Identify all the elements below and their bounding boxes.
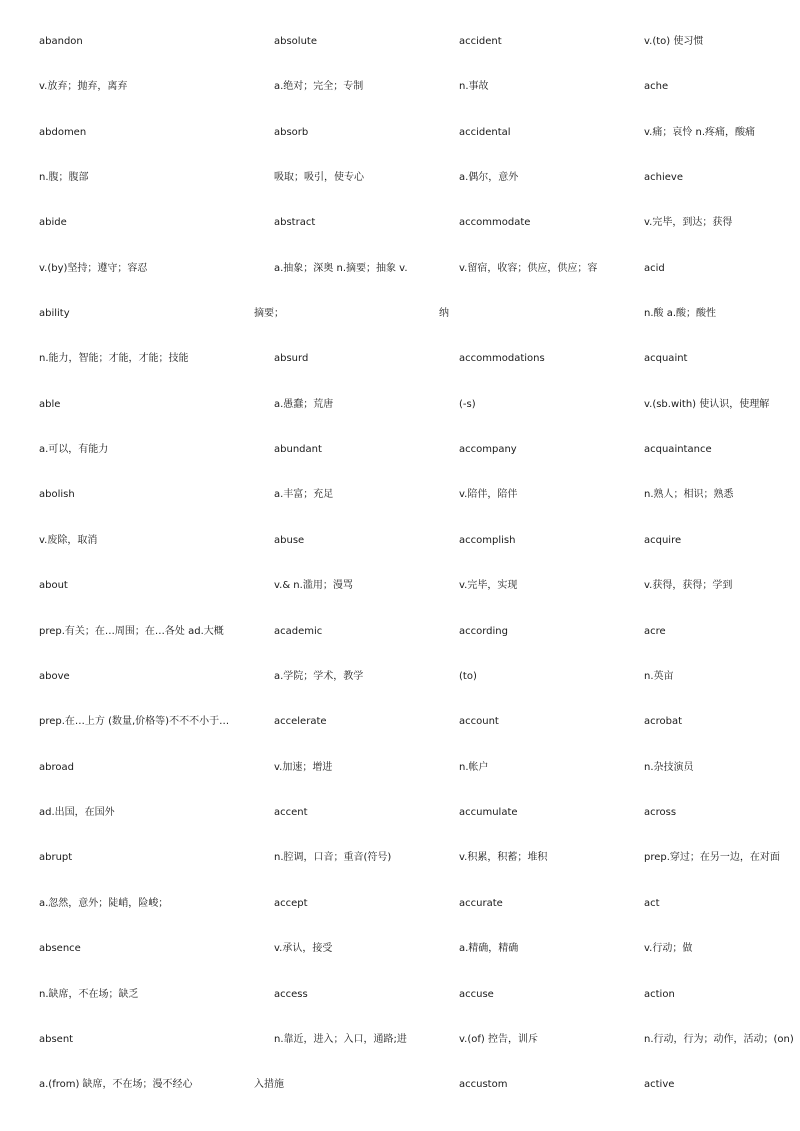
- definition: a.愚蠢；荒唐: [274, 399, 334, 410]
- headword: access: [274, 989, 308, 1000]
- headword: across: [644, 807, 677, 818]
- definition: v.& n.滥用；漫骂: [274, 580, 353, 591]
- headword: accent: [274, 807, 308, 818]
- headword: absurd: [274, 353, 309, 364]
- headword: accept: [274, 898, 308, 909]
- headword: accomplish: [459, 535, 516, 546]
- headword: acre: [644, 626, 666, 637]
- definition: v.陪伴，陪伴: [459, 489, 518, 500]
- definition: v.获得，获得；学到: [644, 580, 733, 591]
- definition: prep.有关；在…周围；在…各处 ad.大概: [39, 626, 224, 637]
- definition: v.废除，取消: [39, 535, 98, 546]
- definition: v.留宿，收容；供应，供应；容: [459, 263, 598, 274]
- headword: account: [459, 716, 499, 727]
- definition: v.(sb.with) 使认识，使理解: [644, 399, 770, 410]
- headword: accelerate: [274, 716, 327, 727]
- definition: (to): [459, 671, 477, 682]
- definition: n.行动，行为；动作，活动；(on): [644, 1034, 794, 1045]
- headword: abundant: [274, 444, 322, 455]
- headword: abandon: [39, 36, 83, 47]
- headword: absence: [39, 943, 81, 954]
- headword: abolish: [39, 489, 75, 500]
- headword: acquaint: [644, 353, 688, 364]
- headword: abrupt: [39, 852, 73, 863]
- definition: n.腹；腹部: [39, 172, 89, 183]
- definition-continuation: 摘要；: [254, 308, 284, 319]
- headword: about: [39, 580, 68, 591]
- definition: n.帐户: [459, 762, 489, 773]
- definition-continuation: 纳: [439, 308, 449, 319]
- headword: accidental: [459, 127, 511, 138]
- definition: n.英亩: [644, 671, 674, 682]
- headword: abuse: [274, 535, 305, 546]
- headword: acquaintance: [644, 444, 712, 455]
- definition: a.可以，有能力: [39, 444, 109, 455]
- definition: n.缺席，不在场；缺乏: [39, 989, 139, 1000]
- definition: v.完毕，到达；获得: [644, 217, 733, 228]
- headword: abroad: [39, 762, 74, 773]
- definition: v.(to) 使习惯: [644, 36, 704, 47]
- definition: ad.出国，在国外: [39, 807, 115, 818]
- definition: v.放弃；抛弃，离弃: [39, 81, 128, 92]
- definition: v.加速；增进: [274, 762, 333, 773]
- headword: absolute: [274, 36, 317, 47]
- definition: n.能力，智能；才能，才能；技能: [39, 353, 189, 364]
- headword: action: [644, 989, 675, 1000]
- headword: above: [39, 671, 70, 682]
- definition: v.痛；哀怜 n.疼痛，酸痛: [644, 127, 756, 138]
- definition: v.(of) 控告，训斥: [459, 1034, 538, 1045]
- headword: abstract: [274, 217, 316, 228]
- definition: (-s): [459, 399, 476, 410]
- headword: ache: [644, 81, 669, 92]
- headword: accommodate: [459, 217, 531, 228]
- headword: accommodations: [459, 353, 545, 364]
- headword: absent: [39, 1034, 74, 1045]
- headword: accumulate: [459, 807, 518, 818]
- headword: able: [39, 399, 61, 410]
- headword: according: [459, 626, 508, 637]
- headword: accident: [459, 36, 502, 47]
- definition: a.精确，精确: [459, 943, 519, 954]
- headword: ability: [39, 308, 70, 319]
- definition: a.(from) 缺席，不在场；漫不经心: [39, 1079, 193, 1090]
- headword: acrobat: [644, 716, 683, 727]
- definition: v.行动；做: [644, 943, 693, 954]
- headword: academic: [274, 626, 323, 637]
- headword: absorb: [274, 127, 309, 138]
- definition-continuation: 入措施: [254, 1079, 284, 1090]
- definition: n.酸 a.酸；酸性: [644, 308, 717, 319]
- headword: accurate: [459, 898, 503, 909]
- headword: active: [644, 1079, 675, 1090]
- definition: a.忽然，意外；陡峭，险峻；: [39, 898, 169, 909]
- definition: n.靠近，进入；入口，通路;进: [274, 1034, 407, 1045]
- definition: n.事故: [459, 81, 489, 92]
- headword: act: [644, 898, 660, 909]
- definition: 吸取；吸引，使专心: [274, 172, 364, 183]
- headword: accompany: [459, 444, 517, 455]
- definition: n.熟人；相识；熟悉: [644, 489, 734, 500]
- definition: prep.穿过；在另一边，在对面: [644, 852, 780, 863]
- headword: abdomen: [39, 127, 87, 138]
- headword: accuse: [459, 989, 494, 1000]
- headword: accustom: [459, 1079, 508, 1090]
- definition: a.抽象；深奥 n.摘要；抽象 v.: [274, 263, 408, 274]
- definition: v.(by)坚持；遵守；容忍: [39, 263, 148, 274]
- definition: a.绝对；完全；专制: [274, 81, 364, 92]
- definition: n.杂技演员: [644, 762, 694, 773]
- headword: acquire: [644, 535, 682, 546]
- definition: prep.在…上方 (数量,价格等)不不不小于…: [39, 716, 230, 727]
- headword: achieve: [644, 172, 683, 183]
- definition: a.丰富；充足: [274, 489, 334, 500]
- definition: a.偶尔，意外: [459, 172, 519, 183]
- headword: acid: [644, 263, 665, 274]
- definition: n.腔调，口音；重音(符号): [274, 852, 392, 863]
- definition: v.完毕，实现: [459, 580, 518, 591]
- headword: abide: [39, 217, 67, 228]
- definition: a.学院；学术，教学: [274, 671, 364, 682]
- definition: v.承认，接受: [274, 943, 333, 954]
- definition: v.积累，积蓄；堆积: [459, 852, 548, 863]
